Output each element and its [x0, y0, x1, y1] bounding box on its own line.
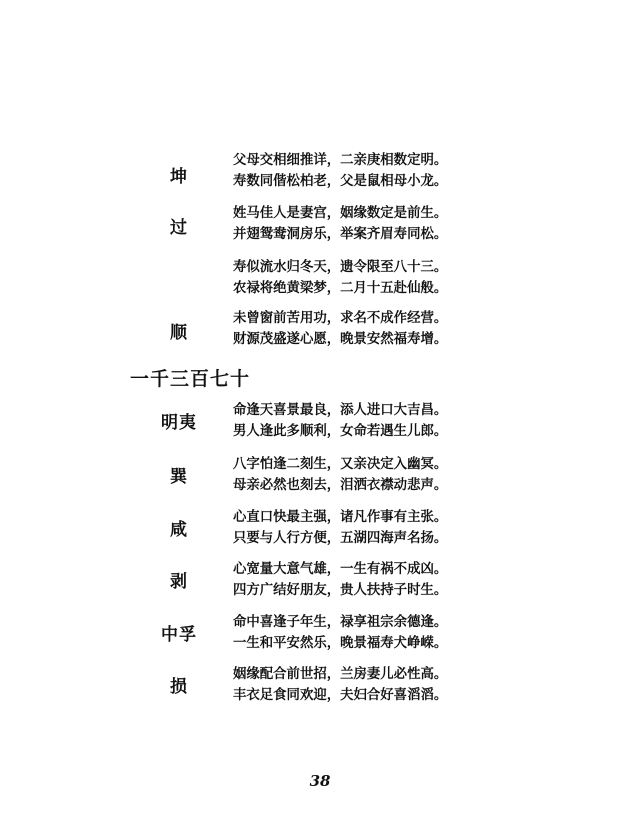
hexagram-label: 中孚 — [161, 625, 197, 645]
hexagram-label: 坤 — [170, 167, 188, 187]
verse — [233, 257, 633, 299]
verse-line: 姓马佳人是妻宫，姻缘数定是前生。 — [233, 205, 448, 221]
verse-line: 未曾窗前苦用功，求名不成作经营。 — [233, 310, 448, 326]
section-heading: 一千三百七十 — [130, 368, 251, 390]
verse-line: 财源茂盛遂心愿，晚景安然福寿增。 — [233, 331, 448, 347]
verse-line: 心直口快最主强，诸凡作事有主张。 — [233, 509, 448, 525]
hexagram-label: 损 — [170, 677, 188, 697]
hexagram-label: 剥 — [170, 572, 188, 592]
verse-line: 八字怕逢二刻生，又亲决定入幽冥。 — [233, 456, 448, 472]
hexagram-label: 过 — [170, 218, 188, 238]
verse-line: 寿数同偕松柏老，父是鼠相母小龙。 — [233, 173, 448, 189]
hexagram-label: 明夷 — [161, 413, 197, 433]
verse — [233, 203, 633, 245]
verse-line: 父母交相细推详，二亲庚相数定明。 — [233, 152, 448, 168]
verse-line: 命中喜逢子年生，禄享祖宗余德逢。 — [233, 614, 448, 630]
verse-line: 姻缘配合前世招，兰房妻儿必性高。 — [233, 666, 448, 682]
hexagram-label: 咸 — [170, 520, 188, 540]
verse-line: 一生和平安然乐，晚景福寿犬峥嵘。 — [233, 635, 448, 651]
verse-line: 男人逢此多顺利，女命若遇生儿郎。 — [233, 423, 448, 439]
verse-line: 心宽量大意气雄，一生有祸不成凶。 — [233, 561, 448, 577]
verse — [233, 150, 633, 192]
verse-line: 母亲必然也刻去，泪洒衣襟动悲声。 — [233, 477, 448, 493]
verse-line: 只要与人行方便，五湖四海声名扬。 — [233, 530, 448, 546]
verse — [233, 308, 633, 350]
verse-line: 寿似流水归冬天，遗令限至八十三。 — [233, 259, 448, 275]
verse — [233, 454, 633, 496]
verse-line: 四方广结好朋友，贵人扶持子时生。 — [233, 582, 448, 598]
hexagram-label: 巽 — [170, 467, 188, 487]
page-number: 38 — [309, 772, 331, 790]
hexagram-label: 顺 — [170, 323, 188, 343]
verse — [233, 612, 633, 654]
verse — [233, 664, 633, 706]
verse — [233, 400, 633, 442]
verse — [233, 559, 633, 601]
verse — [233, 507, 633, 549]
verse-line: 丰衣足食同欢迎，夫妇合好喜滔滔。 — [233, 687, 448, 703]
verse-line: 命逢天喜景最良，添人进口大吉昌。 — [233, 402, 448, 418]
verse-line: 农禄将绝黄梁梦，二月十五赴仙般。 — [233, 280, 448, 296]
verse-line: 并翅鸳鸯洞房乐，举案齐眉寿同松。 — [233, 226, 448, 242]
